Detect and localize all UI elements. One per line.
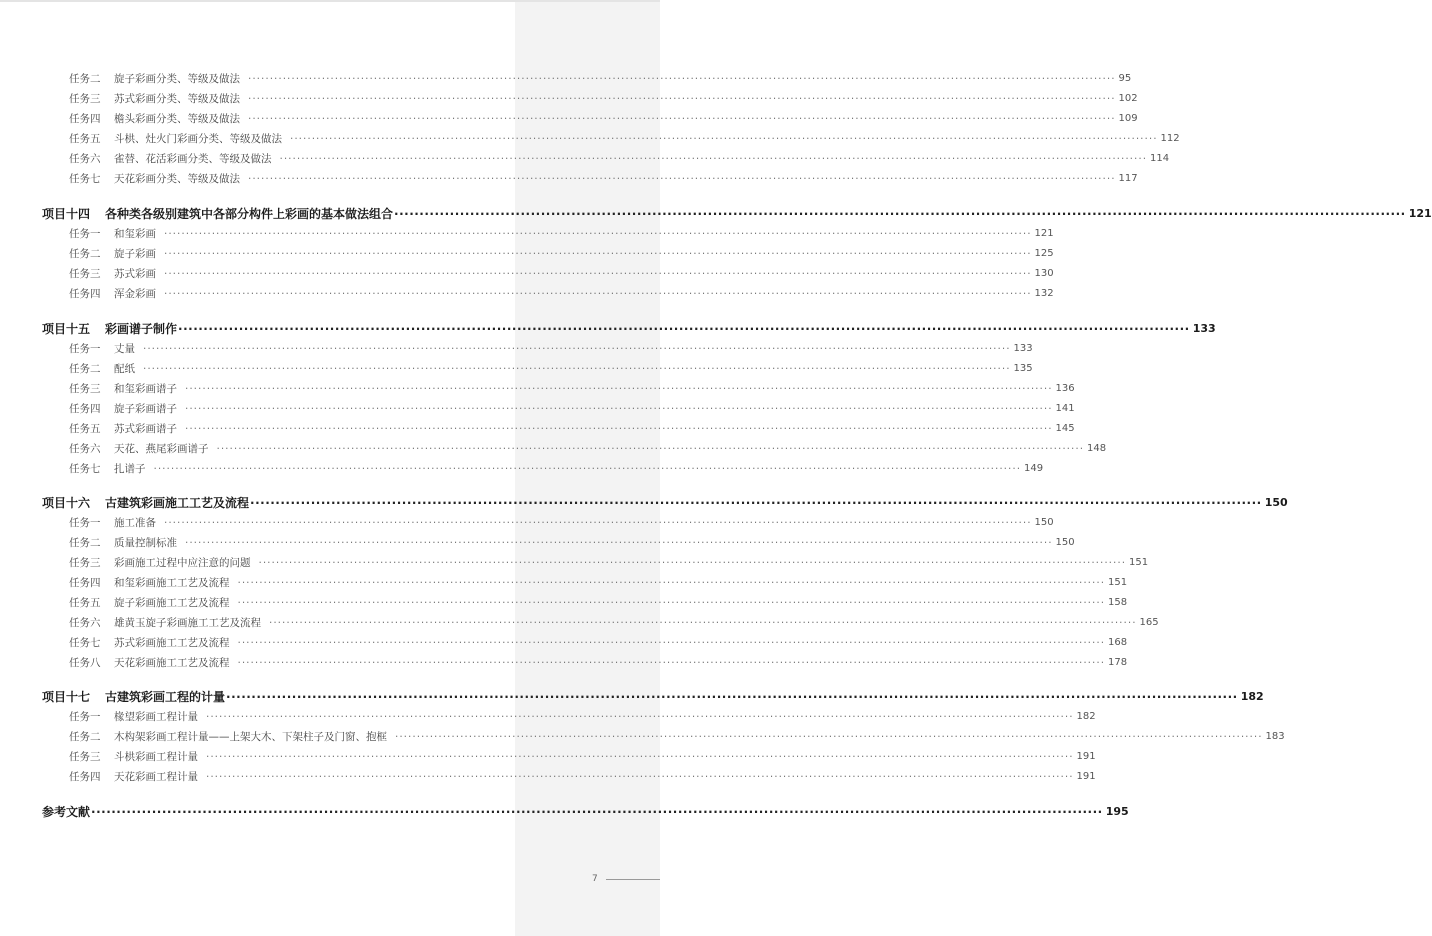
toc-entry-label: 任务四 <box>69 771 101 783</box>
toc-leader-dots: ········································································································································································································ <box>226 690 1238 704</box>
toc-leader-dots: ········································································································································································································ <box>290 133 1158 145</box>
toc-entry-title: 参考文献 <box>42 805 91 819</box>
toc-page-number: 133 <box>1192 322 1216 335</box>
toc-task-entry <box>0 614 1159 630</box>
toc-entry-label: 项目十七 <box>42 690 91 704</box>
toc-leader-dots: ········································································································································································································ <box>269 617 1137 629</box>
toc-task-entry <box>0 420 1075 436</box>
toc-entry-title: 古建筑彩画施工工艺及流程 <box>105 496 250 510</box>
toc-leader-dots: ········································································································································································································ <box>394 207 1406 221</box>
toc-entry-label: 任务五 <box>69 597 101 609</box>
toc-entry-label: 任务七 <box>69 637 101 649</box>
toc-entry-label: 任务一 <box>69 228 101 240</box>
toc-leader-dots: ········································································································································································································ <box>206 711 1074 723</box>
toc-task-entry <box>0 360 1033 376</box>
toc-entry-title: 苏式彩画谱子 <box>114 423 177 435</box>
toc-task-entry <box>0 748 1096 764</box>
toc-page-number: 148 <box>1087 443 1107 454</box>
toc-task-entry <box>0 574 1128 590</box>
toc-entry-label: 任务一 <box>69 517 101 529</box>
toc-leader-dots: ········································································································································································································ <box>237 597 1106 609</box>
toc-task-entry <box>0 380 1075 396</box>
toc-page-number: 130 <box>1034 268 1054 279</box>
toc-entry-title: 苏式彩画 <box>114 268 156 280</box>
toc-entry-title: 丈量 <box>114 343 135 355</box>
toc-entry-title: 和玺彩画 <box>114 228 156 240</box>
toc-entry-title: 配纸 <box>114 363 135 375</box>
toc-entry-title: 浑金彩画 <box>114 288 156 300</box>
toc-entry-title: 苏式彩画分类、等级及做法 <box>114 93 240 105</box>
toc-entry-label: 任务六 <box>69 443 101 455</box>
toc-entry-label: 任务二 <box>69 731 101 743</box>
toc-task-entry <box>0 554 1149 570</box>
toc-page-number: 102 <box>1118 93 1138 104</box>
toc-leader-dots: ········································································································································································································ <box>164 248 1032 260</box>
toc-leader-dots: ········································································································································································································ <box>185 383 1053 395</box>
toc-entry-label: 项目十六 <box>42 496 91 510</box>
toc-leader-dots: ········································································································································································································ <box>153 463 1022 475</box>
toc-page-number: 168 <box>1108 637 1128 648</box>
toc-page-number: 121 <box>1034 228 1054 239</box>
toc-task-entry <box>0 460 1044 476</box>
toc-page-number: 145 <box>1055 423 1075 434</box>
toc-task-entry <box>0 265 1054 281</box>
toc-entry-title: 天花彩画施工工艺及流程 <box>114 657 230 669</box>
toc-page-number: 195 <box>1105 805 1129 818</box>
toc-task-entry <box>0 70 1132 86</box>
toc-entry-label: 任务七 <box>69 463 101 475</box>
toc-page-number: 135 <box>1013 363 1033 374</box>
toc-page-number: 150 <box>1034 517 1054 528</box>
page-top-edge <box>0 0 660 2</box>
toc-leader-dots: ········································································································································································································ <box>237 637 1106 649</box>
toc-entry-label: 任务六 <box>69 617 101 629</box>
toc-task-entry <box>0 400 1075 416</box>
toc-entry-label: 任务五 <box>69 423 101 435</box>
toc-leader-dots: ········································································································································································································ <box>248 113 1116 125</box>
toc-leader-dots: ········································································································································································································ <box>164 517 1032 529</box>
toc-entry-label: 任务四 <box>69 288 101 300</box>
toc-page-number: 132 <box>1034 288 1054 299</box>
toc-page-number: 150 <box>1264 496 1288 509</box>
toc-entry-label: 任务三 <box>69 268 101 280</box>
toc-leader-dots: ········································································································································································································ <box>279 153 1148 165</box>
toc-entry-title: 雄黄玉旋子彩画施工工艺及流程 <box>114 617 261 629</box>
toc-leader-dots: ········································································································································································································ <box>248 173 1116 185</box>
toc-entry-title: 天花彩画分类、等级及做法 <box>114 173 240 185</box>
toc-entry-label: 任务一 <box>69 343 101 355</box>
toc-page-number: 95 <box>1118 73 1132 84</box>
toc-entry-label: 项目十五 <box>42 322 91 336</box>
toc-entry-title: 檐头彩画分类、等级及做法 <box>114 113 240 125</box>
toc-page-number: 182 <box>1240 690 1264 703</box>
toc-page-number: 151 <box>1129 557 1149 568</box>
toc-leader-dots: ········································································································································································································ <box>206 751 1074 763</box>
toc-task-entry <box>0 440 1107 456</box>
toc-leader-dots: ········································································································································································································ <box>91 805 1103 819</box>
toc-page-number: 182 <box>1076 711 1096 722</box>
toc-entry-label: 任务三 <box>69 383 101 395</box>
toc-entry-title: 彩画施工过程中应注意的问题 <box>114 557 251 569</box>
toc-leader-dots: ········································································································································································································ <box>248 93 1116 105</box>
toc-entry-title: 彩画谱子制作 <box>105 322 178 336</box>
toc-leader-dots: ········································································································································································································ <box>237 577 1106 589</box>
toc-page-number: 112 <box>1160 133 1180 144</box>
toc-leader-dots: ········································································································································································································ <box>248 73 1116 85</box>
toc-page-number: 158 <box>1108 597 1128 608</box>
toc-entry-label: 任务六 <box>69 153 101 165</box>
toc-task-entry <box>0 594 1128 610</box>
toc-leader-dots: ········································································································································································································ <box>143 363 1011 375</box>
toc-page-number: 117 <box>1118 173 1138 184</box>
toc-page-number: 109 <box>1118 113 1138 124</box>
toc-task-entry <box>0 110 1138 126</box>
toc-entry-title: 苏式彩画施工工艺及流程 <box>114 637 230 649</box>
toc-page-number: 165 <box>1139 617 1159 628</box>
toc-entry-label: 任务二 <box>69 73 101 85</box>
toc-leader-dots: ········································································································································································································ <box>164 288 1032 300</box>
toc-task-entry <box>0 285 1054 301</box>
toc-entry-label: 任务三 <box>69 93 101 105</box>
toc-task-entry <box>0 708 1096 724</box>
toc-entry-title: 质量控制标准 <box>114 537 177 549</box>
toc-entry-title: 扎谱子 <box>114 463 146 475</box>
toc-entry-label: 任务四 <box>69 403 101 415</box>
toc-task-entry <box>0 340 1033 356</box>
toc-entry-label: 任务四 <box>69 577 101 589</box>
toc-leader-dots: ········································································································································································································ <box>258 557 1127 569</box>
toc-page-number: 183 <box>1265 731 1285 742</box>
toc-entry-title: 和玺彩画谱子 <box>114 383 177 395</box>
toc-task-entry <box>0 728 1285 744</box>
toc-entry-title: 旋子彩画 <box>114 248 156 260</box>
toc-leader-dots: ········································································································································································································ <box>250 496 1262 510</box>
toc-entry-title: 和玺彩画施工工艺及流程 <box>114 577 230 589</box>
toc-entry-label: 项目十四 <box>42 207 91 221</box>
toc-task-entry <box>0 90 1138 106</box>
toc-task-entry <box>0 514 1054 530</box>
toc-entry-label: 任务二 <box>69 537 101 549</box>
toc-leader-dots: ········································································································································································································ <box>237 657 1106 669</box>
toc-entry-title: 天花彩画工程计量 <box>114 771 198 783</box>
toc-task-entry <box>0 634 1128 650</box>
toc-task-entry <box>0 768 1096 784</box>
toc-entry-title: 斗栱、灶火门彩画分类、等级及做法 <box>114 133 282 145</box>
toc-page-number: 178 <box>1108 657 1128 668</box>
toc-entry-title: 各种类各级别建筑中各部分构件上彩画的基本做法组合 <box>105 207 394 221</box>
toc-page-number: 114 <box>1150 153 1170 164</box>
toc-entry-title: 雀替、花活彩画分类、等级及做法 <box>114 153 272 165</box>
toc-entry-title: 椽望彩画工程计量 <box>114 711 198 723</box>
toc-task-entry <box>0 130 1180 146</box>
toc-entry-title: 旋子彩画分类、等级及做法 <box>114 73 240 85</box>
toc-project-entry <box>0 320 1216 336</box>
toc-entry-title: 木构架彩画工程计量——上架大木、下架柱子及门窗、抱框 <box>114 731 387 743</box>
folio-rule <box>606 879 660 880</box>
toc-leader-dots: ········································································································································································································ <box>164 228 1032 240</box>
toc-page-number: 151 <box>1108 577 1128 588</box>
toc-leader-dots: ········································································································································································································ <box>206 771 1074 783</box>
toc-entry-title: 施工准备 <box>114 517 156 529</box>
toc-page-number: 121 <box>1408 207 1432 220</box>
toc-entry-label: 任务八 <box>69 657 101 669</box>
toc-entry-title: 旋子彩画谱子 <box>114 403 177 415</box>
toc-leader-dots: ········································································································································································································ <box>216 443 1085 455</box>
toc-entry-label: 任务三 <box>69 557 101 569</box>
toc-entry-label: 任务三 <box>69 751 101 763</box>
toc-entry-label: 任务七 <box>69 173 101 185</box>
page-number: 7 <box>592 874 598 884</box>
toc-task-entry <box>0 225 1054 241</box>
toc-page-number: 133 <box>1013 343 1033 354</box>
toc-task-entry <box>0 534 1075 550</box>
toc-page-number: 136 <box>1055 383 1075 394</box>
toc-leader-dots: ········································································································································································································ <box>178 322 1190 336</box>
toc-leader-dots: ········································································································································································································ <box>164 268 1032 280</box>
toc-entry-title: 古建筑彩画工程的计量 <box>105 690 226 704</box>
toc-page-number: 141 <box>1055 403 1075 414</box>
toc-page-number: 191 <box>1076 771 1096 782</box>
toc-leader-dots: ········································································································································································································ <box>185 423 1053 435</box>
toc-entry-title: 斗栱彩画工程计量 <box>114 751 198 763</box>
toc-task-entry <box>0 654 1128 670</box>
toc-entry-title: 天花、燕尾彩画谱子 <box>114 443 209 455</box>
toc-project-entry <box>0 205 1432 221</box>
toc-task-entry <box>0 170 1138 186</box>
toc-leader-dots: ········································································································································································································ <box>395 731 1263 743</box>
toc-leader-dots: ········································································································································································································ <box>185 537 1053 549</box>
toc-page-number: 191 <box>1076 751 1096 762</box>
toc-task-entry <box>0 150 1170 166</box>
toc-entry-label: 任务五 <box>69 133 101 145</box>
toc-leader-dots: ········································································································································································································ <box>185 403 1053 415</box>
toc-project-entry <box>0 494 1288 510</box>
toc-page-number: 150 <box>1055 537 1075 548</box>
toc-leader-dots: ········································································································································································································ <box>143 343 1011 355</box>
toc-entry-label: 任务二 <box>69 363 101 375</box>
toc-task-entry <box>0 245 1054 261</box>
toc-entry-label: 任务一 <box>69 711 101 723</box>
toc-entry-label: 任务二 <box>69 248 101 260</box>
toc-entry-title: 旋子彩画施工工艺及流程 <box>114 597 230 609</box>
toc-project-entry <box>0 803 1129 819</box>
toc-page-number: 149 <box>1024 463 1044 474</box>
toc-project-entry <box>0 688 1264 704</box>
toc-page-number: 125 <box>1034 248 1054 259</box>
toc-entry-label: 任务四 <box>69 113 101 125</box>
